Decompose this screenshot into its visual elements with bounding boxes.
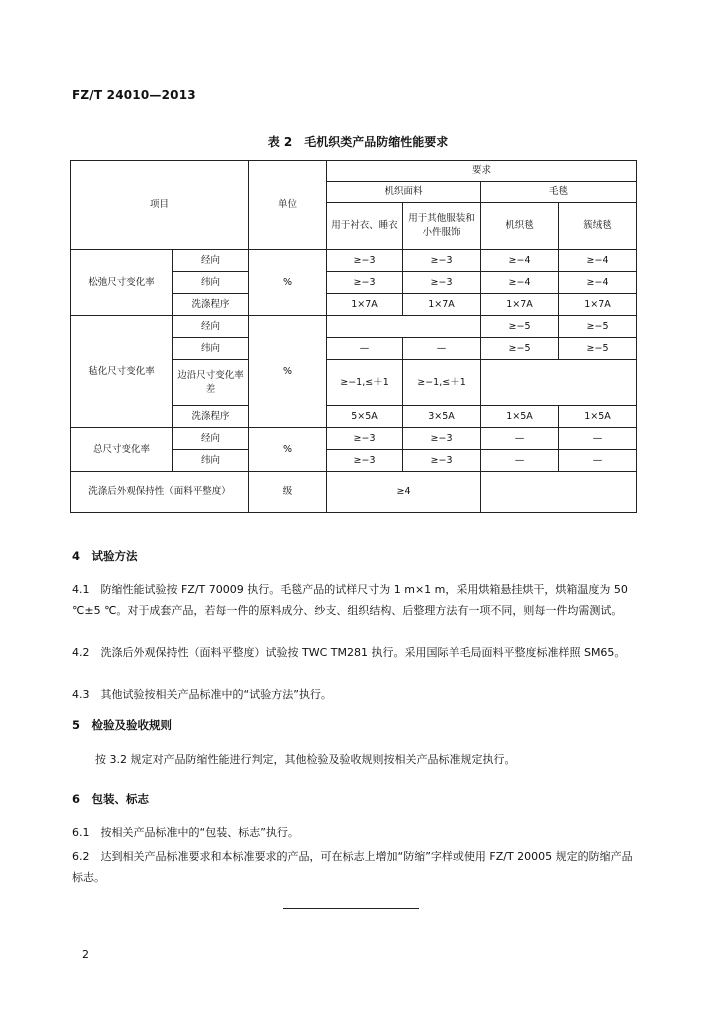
para-4-2: 4.2 洗涤后外观保持性（面料平整度）试验按 TWC TM281 执行。采用国际羊毛局面料平整度标准样照 SM65。 <box>72 646 626 659</box>
section-6-title: 6 包装、标志 <box>72 792 150 806</box>
unit-cell: % <box>249 250 327 316</box>
value-cell: ≥−3 <box>327 272 403 294</box>
header-shirt: 用于衬衣、睡衣 <box>327 203 403 250</box>
value-cell: — <box>481 428 559 450</box>
end-rule <box>283 908 419 909</box>
unit-cell: 级 <box>249 472 327 513</box>
value-cell: ≥−3 <box>403 272 481 294</box>
value-cell: ≥−5 <box>481 338 559 360</box>
value-cell: ≥4 <box>327 472 481 513</box>
value-cell: — <box>327 338 403 360</box>
row-label: 纬向 <box>173 338 249 360</box>
value-cell: 1×7A <box>403 294 481 316</box>
value-cell: 1×7A <box>559 294 637 316</box>
value-cell: ≥−5 <box>559 338 637 360</box>
row-label: 纬向 <box>173 272 249 294</box>
shrink-resistance-table <box>70 160 637 513</box>
row-label: 经向 <box>173 250 249 272</box>
header-other-garments: 用于其他服装和小件服饰 <box>403 203 481 250</box>
value-cell: ≥−4 <box>559 272 637 294</box>
value-cell <box>481 472 637 513</box>
value-cell: — <box>481 450 559 472</box>
value-cell: ≥−5 <box>559 316 637 338</box>
value-cell: ≥−4 <box>481 250 559 272</box>
value-cell: 1×7A <box>327 294 403 316</box>
header-woven-blanket: 机织毯 <box>481 203 559 250</box>
para-4-1: 4.1 防缩性能试验按 FZ/T 70009 执行。毛毯产品的试样尺寸为 1 m×1 m，采用烘箱悬挂烘干，烘箱温度为 50 ℃±5 ℃。对于成套产品，若每一件的原料成分、纱支、组织结构、后整理方法有一项不同，则每一件均需测试。 <box>72 583 628 617</box>
table-title: 表 2 毛机织类产品防缩性能要求 <box>267 135 449 149</box>
value-cell: ≥−1,≤＋1 <box>327 360 403 406</box>
table-row <box>71 472 637 513</box>
value-cell: ≥−3 <box>327 428 403 450</box>
group-total: 总尺寸变化率 <box>71 428 173 472</box>
header-fabric: 机织面料 <box>327 182 481 203</box>
unit-cell: % <box>249 316 327 428</box>
value-cell <box>481 360 637 406</box>
value-cell: 1×5A <box>559 406 637 428</box>
value-cell: — <box>559 428 637 450</box>
standard-code: FZ/T 24010—2013 <box>72 88 196 102</box>
value-cell: 3×5A <box>403 406 481 428</box>
value-cell: ≥−3 <box>403 250 481 272</box>
row-label: 洗涤程序 <box>173 406 249 428</box>
row-label: 边沿尺寸变化率差 <box>173 360 249 406</box>
value-cell: ≥−5 <box>481 316 559 338</box>
value-cell: 5×5A <box>327 406 403 428</box>
header-item: 项目 <box>71 161 249 250</box>
value-cell: 1×5A <box>481 406 559 428</box>
para-5: 按 3.2 规定对产品防缩性能进行判定，其他检验及验收规则按相关产品标准规定执行。 <box>95 753 516 766</box>
value-cell: 1×7A <box>481 294 559 316</box>
value-cell <box>327 316 481 338</box>
table-row <box>71 428 637 450</box>
para-6-1: 6.1 按相关产品标准中的“包装、标志”执行。 <box>72 826 299 839</box>
para-6-2: 6.2 达到相关产品标准要求和本标准要求的产品，可在标志上增加“防缩”字样或使用 FZ/T 20005 规定的防缩产品标志。 <box>72 850 633 884</box>
row-label: 经向 <box>173 428 249 450</box>
header-unit: 单位 <box>249 161 327 250</box>
unit-cell: % <box>249 428 327 472</box>
section-5-title: 5 检验及验收规则 <box>72 718 173 732</box>
para-4-3: 4.3 其他试验按相关产品标准中的“试验方法”执行。 <box>72 688 332 701</box>
section-4-title: 4 试验方法 <box>72 549 138 563</box>
value-cell: — <box>559 450 637 472</box>
value-cell: ≥−1,≤＋1 <box>403 360 481 406</box>
table-row <box>71 250 637 272</box>
row-label: 洗涤程序 <box>173 294 249 316</box>
header-requirement: 要求 <box>327 161 637 182</box>
row-label: 纬向 <box>173 450 249 472</box>
row-label: 洗涤后外观保持性（面料平整度） <box>71 472 249 513</box>
value-cell: ≥−3 <box>327 450 403 472</box>
header-blanket: 毛毯 <box>481 182 637 203</box>
page-number: 2 <box>82 948 89 961</box>
group-relax: 松弛尺寸变化率 <box>71 250 173 316</box>
value-cell: ≥−3 <box>403 450 481 472</box>
value-cell: ≥−4 <box>481 272 559 294</box>
value-cell: ≥−4 <box>559 250 637 272</box>
row-label: 经向 <box>173 316 249 338</box>
header-pile-blanket: 簇绒毯 <box>559 203 637 250</box>
value-cell: — <box>403 338 481 360</box>
table-row <box>71 316 637 338</box>
value-cell: ≥−3 <box>403 428 481 450</box>
group-felting: 毡化尺寸变化率 <box>71 316 173 428</box>
value-cell: ≥−3 <box>327 250 403 272</box>
